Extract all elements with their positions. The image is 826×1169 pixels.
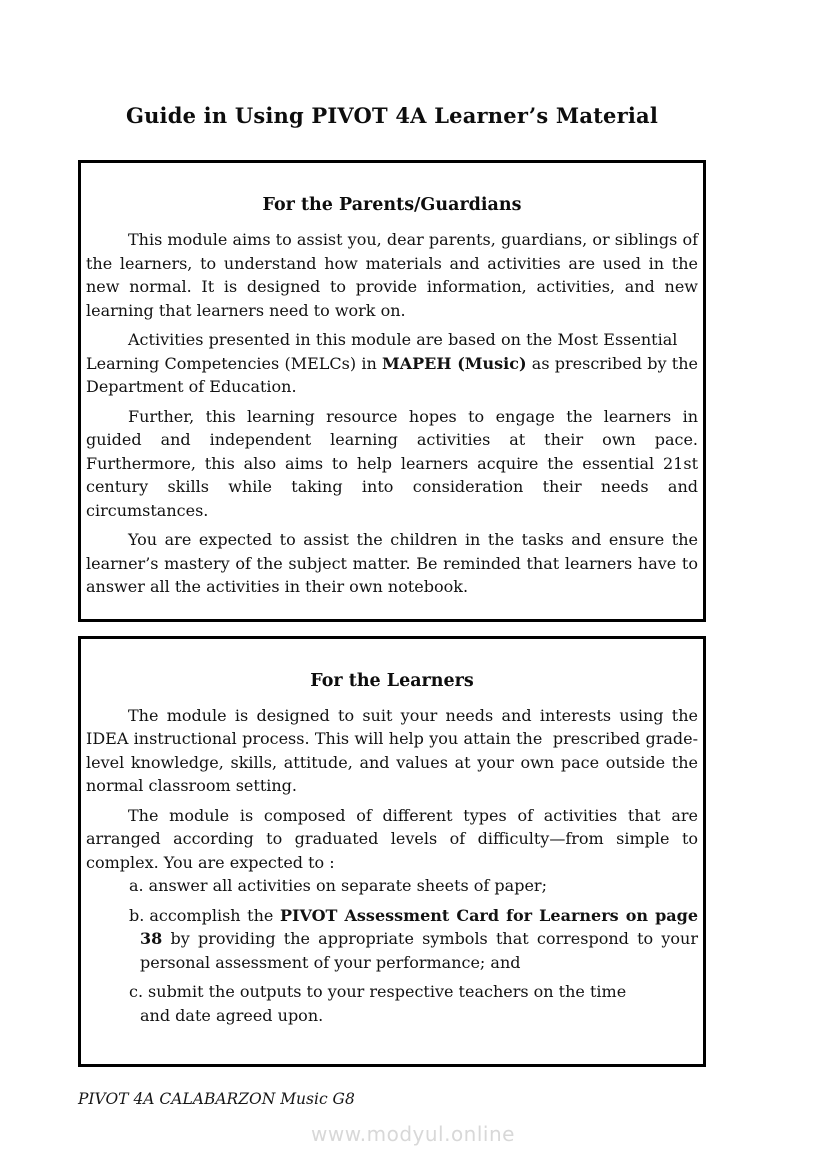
paragraph xyxy=(86,528,698,599)
page-title: Guide in Using PIVOT 4A Learner’s Material xyxy=(125,103,659,128)
paragraph xyxy=(86,704,698,798)
watermark: www.modyul.online xyxy=(311,1122,515,1146)
learners-heading: For the Learners xyxy=(310,670,474,691)
parents-guardians-heading: For the Parents/Guardians xyxy=(262,195,522,215)
learners-box xyxy=(78,636,706,1067)
page-content xyxy=(78,0,706,1109)
paragraph xyxy=(86,405,698,523)
parents-guardians-box xyxy=(78,160,706,622)
text-segment: The module is designed to suit your needs and interests using the IDEA instructional process. This will help you attain the prescribed grade-level knowledge, skills, attitude, and values at your own pace outside the normal classroom setting. xyxy=(86,705,698,795)
text-segment: by providing the appropriate symbols that correspond to your personal assessment of your performance; and xyxy=(140,929,698,972)
list-item xyxy=(129,980,698,1027)
learners-instructions-list xyxy=(86,874,698,1027)
text-segment: Activities presented in this module are based on the Most Essential Learning Competencies (MELCs) in xyxy=(86,330,698,373)
text-segment: as prescribed by the Department of Education. xyxy=(86,353,699,396)
text-segment: You are expected to assist the children in the tasks and ensure the learner’s mastery of the subject matter. Be reminded that learners have to answer all the activities in their own notebook. xyxy=(86,530,698,596)
text-segment: accomplish the xyxy=(149,905,280,925)
footer-text: PIVOT 4A CALABARZON Music G8 xyxy=(78,1089,355,1108)
list-item xyxy=(129,874,698,898)
text-segment: Further, this learning resource hopes to engage the learners in guided and independent learning activities at their own pace. Furthermore, this also aims to help learners acquire the essential 21st century skills while taking into consideration their needs and circumstances. xyxy=(86,406,698,520)
text-segment: submit the outputs to your respective teachers on the time xyxy=(148,982,627,1001)
paragraph xyxy=(86,804,698,875)
paragraph xyxy=(86,328,698,399)
text-segment: The module is composed of different types of activities that are arranged according to graduated levels of difficulty—from simple to complex. You are expected to : xyxy=(86,805,698,872)
learners-paragraphs xyxy=(86,704,698,875)
bold-text: PIVOT Assessment Card for Learners on page 38 xyxy=(140,905,698,948)
text-segment: answer all activities on separate sheets of paper; xyxy=(148,876,547,895)
text-segment: and date agreed upon. xyxy=(140,1005,324,1025)
paragraph xyxy=(86,228,698,322)
list-item xyxy=(129,904,698,975)
list-item-marker: b. xyxy=(129,905,145,925)
parents-guardians-paragraphs xyxy=(86,228,698,599)
bold-text: MAPEH (Music) xyxy=(382,353,527,373)
text-segment: This module aims to assist you, dear parents, guardians, or siblings of the learners, to understand how materials and activities are used in the new normal. It is designed to provide information, activities, and new learning that learners need to work on. xyxy=(86,230,698,320)
list-item-marker: c. xyxy=(129,982,144,1001)
list-item-marker: a. xyxy=(129,876,144,895)
